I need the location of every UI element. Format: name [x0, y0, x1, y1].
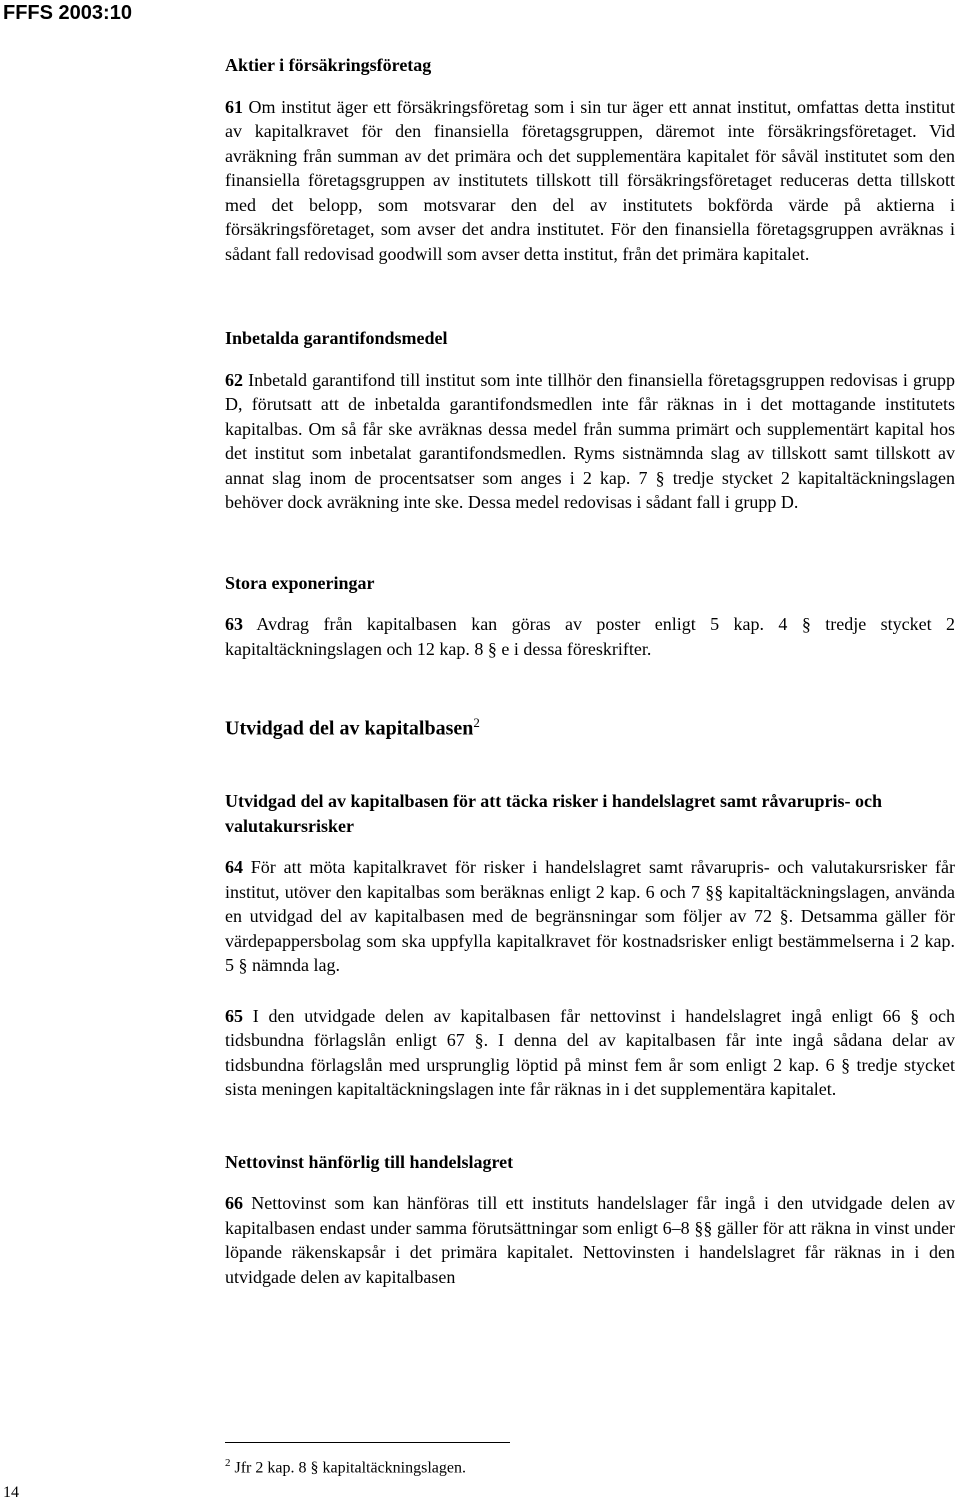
paragraph-64	[225, 855, 955, 978]
section-heading: Inbetalda garantifondsmedel	[225, 328, 448, 348]
paragraph-66	[225, 1191, 955, 1289]
paragraph-63	[225, 612, 955, 661]
chapter-heading-text: Utvidgad del av kapitalbasen	[225, 717, 474, 740]
paragraph-text: Nettovinst som kan hänföras till ett instituts handelslager får ingå i den utvidgade delen av kapitalbasen endast under samma förutsättningar som enligt 6–8 §§ gäller för att räkna in vinst under löpande räkenskapsår i det primära kapitalet. Nettovinsten i handelslagret får räknas in i den utvidgade delen av kapitalbasen	[225, 1193, 955, 1287]
footnote	[225, 1453, 466, 1478]
footnote-separator	[225, 1442, 510, 1443]
paragraph-number: 61	[225, 96, 243, 117]
footnote-text: Jfr 2 kap. 8 § kapitaltäckningslagen.	[230, 1459, 466, 1477]
footnote-marker: 2	[225, 1457, 231, 1469]
paragraph-text: Inbetald garantifond till institut som inte tillhör den finansiella företagsgruppen redovisas i grupp D, förutsatt att de inbetalda garantifondsmedlen inte får räknas in i det mottagande institutets kapitalbas. Om så får ske avräknas dessa medel från summa primärt och supplementärt kapital hos det institut som inbetalat garantifondsmedlen. Ryms sistnämnda slag av tillskott samt tillskott av annat slag inom de procentsatser som anges i 2 kap. 7 § tredje stycket 2 kapitaltäckningslagen behöver dock avräkning inte ske. Dessa medel redovisas i sådant fall i grupp D.	[225, 369, 955, 512]
paragraph-65	[225, 1004, 955, 1102]
paragraph-61	[225, 95, 955, 267]
paragraph-62	[225, 368, 955, 515]
paragraph-text: I den utvidgade delen av kapitalbasen får nettovinst i handelslagret ingå enligt 66 § och tidsbundna förlagslån enligt 67 §. I denna del av kapitalbasen får inte ingå sådana delar av tidsbundna förlagslån med ursprunglig löptid på minst fem år som enligt 2 kap. 6 § tredje stycket sista meningen kapitaltäckningslagen inte får räknas in i det supplementära kapitalet.	[225, 1005, 955, 1100]
paragraph-number: 62	[225, 369, 243, 390]
paragraph-number: 65	[225, 1005, 243, 1026]
section-heading: Nettovinst hänförlig till handelslagret	[225, 1151, 514, 1172]
section-heading: Aktier i försäkringsföretag	[225, 55, 432, 75]
page-number: 14	[3, 1484, 19, 1501]
document-code: FFFS 2003:10	[3, 2, 132, 24]
paragraph-text: För att möta kapitalkravet för risker i handelslagret samt råvarupris- och valutakursrisker får institut, utöver den kapitalbas som beräknas enligt 2 kap. 6 och 7 §§ kapitaltäckningslagen, använda en utvidgad del av kapitalbasen med de begränsningar som följer av 72 §. Detsamma gäller för värdepappersbolag som ska uppfylla kapitalkravet för kostnadsrisker enligt bestämmelserna i 2 kap. 5 § nämnda lag.	[225, 857, 955, 976]
paragraph-text: Avdrag från kapitalbasen kan göras av poster enligt 5 kap. 4 § tredje stycket 2 kapitaltäckningslagen och 12 kap. 8 § e i dessa föreskrifter.	[225, 614, 955, 659]
page-content	[225, 40, 955, 1289]
paragraph-text: Om institut äger ett försäkringsföretag som i sin tur äger ett annat institut, omfattas detta institut av kapitalkravet för den finansiella företagsgruppen, däremot inte försäkringsföretaget. Vid avräkning från summan av det primära och det supplementära kapitalet för såväl institutet som den finansiella företagsgruppen av institutets tillskott till försäkringsföretaget reduceras detta tillskott med det belopp, som motsvarar den del av institutets bokförda värde på aktierna i försäkringsföretaget, som avser det andra institutet. För den finansiella företagsgruppen avräknas i sådant fall redovisad goodwill som avser detta institut, från det primära kapitalet.	[225, 96, 955, 264]
footnote-reference: 2	[473, 715, 480, 730]
paragraph-number: 64	[225, 857, 243, 878]
chapter-heading	[225, 711, 955, 741]
section-heading: Utvidgad del av kapitalbasen för att täcka risker i handelslagret samt råvarupris- och valutakursrisker	[225, 791, 883, 836]
paragraph-number: 66	[225, 1193, 243, 1214]
paragraph-number: 63	[225, 614, 243, 634]
section-heading: Stora exponeringar	[225, 572, 375, 593]
